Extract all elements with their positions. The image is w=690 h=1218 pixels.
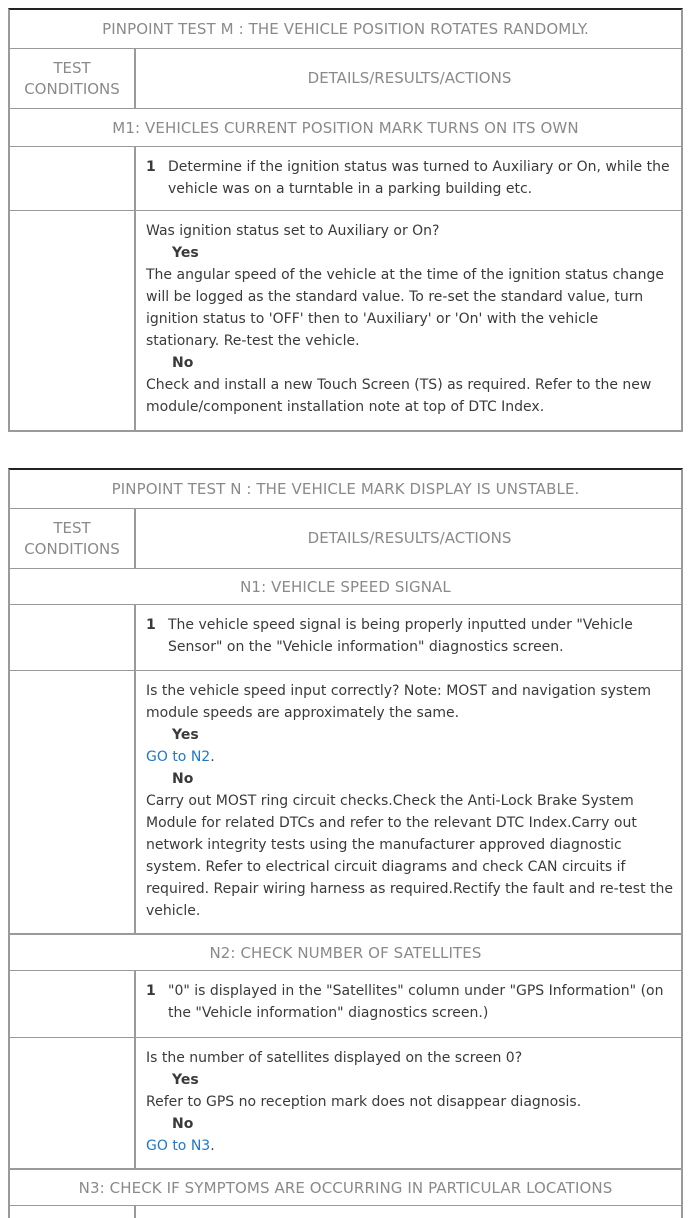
question-text: Was ignition status set to Auxiliary or On? — [146, 223, 440, 239]
step-text: Determine if the ignition status was turned to Auxiliary or On, while the vehicle was on a turntable in a parking building etc. — [168, 159, 670, 197]
test-conditions-cell — [10, 971, 136, 1037]
no-action-text: Carry out MOST ring circuit checks.Check the Anti-Lock Brake System Module for related DTCs and refer to the relevant DTC Index.Carry out network integrity tests using the manufacturer approved diagnostic system. Refer to electrical circuit diagrams and check CAN circuits if required. Repair wiring harness as required.Rectify the fault and re-test the vehicle. — [146, 793, 674, 919]
test-conditions-cell — [10, 147, 136, 210]
n2-step-row — [10, 971, 681, 1038]
n2-result-cell — [136, 1038, 681, 1168]
yes-label: Yes — [172, 1072, 199, 1088]
step-text: The vehicle speed signal is being properly inputted under "Vehicle Sensor" on the "Vehicle information" diagnostics screen. — [168, 617, 633, 655]
pinpoint-test-n-table — [8, 468, 683, 1218]
step-item — [146, 147, 673, 200]
link-suffix: . — [210, 749, 215, 765]
n1-result-cell — [136, 671, 681, 933]
no-label: No — [172, 771, 194, 787]
details-results-actions-header: DETAILS/RESULTS/ACTIONS — [307, 529, 512, 547]
n1-step-row — [10, 605, 681, 671]
n3-step-row — [10, 1206, 681, 1218]
m1-section-title: M1: VEHICLES CURRENT POSITION MARK TURNS ON ITS OWN — [10, 109, 681, 147]
n1-step-cell — [136, 605, 681, 670]
details-results-actions-header: DETAILS/RESULTS/ACTIONS — [307, 69, 512, 87]
n3-step-cell — [136, 1206, 681, 1218]
yes-action-text: The angular speed of the vehicle at the time of the ignition status change will be logged as the standard value. To re-set the standard value, turn ignition status to 'OFF' then to 'Auxiliary' or 'On' with the vehicle stationary. Re-test the vehicle. — [146, 267, 664, 349]
yes-label: Yes — [172, 245, 199, 261]
link-suffix: . — [210, 1138, 215, 1154]
test-m-header-row — [10, 49, 681, 109]
no-action — [146, 1135, 673, 1157]
no-action-text: Check and install a new Touch Screen (TS) as required. Refer to the new module/component installation note at top of DTC Index. — [146, 377, 652, 415]
pinpoint-test-m-table — [8, 8, 683, 432]
step-number: 1 — [146, 617, 156, 633]
test-conditions-header: TEST CONDITIONS — [10, 509, 136, 568]
test-n-header-row — [10, 509, 681, 569]
question-text: Is the vehicle speed input correctly? Note: MOST and navigation system module speeds are approximately the same. — [146, 683, 651, 721]
no-label: No — [172, 355, 194, 371]
n1-result-row — [10, 671, 681, 935]
m1-result-row — [10, 211, 681, 430]
test-conditions-cell — [10, 671, 136, 933]
go-to-n3-link[interactable]: GO to N3 — [146, 1138, 211, 1154]
test-n-title: PINPOINT TEST N : THE VEHICLE MARK DISPLAY IS UNSTABLE. — [10, 470, 681, 509]
question-text: Is the number of satellites displayed on the screen 0? — [146, 1050, 523, 1066]
m1-step-cell — [136, 147, 681, 210]
n2-step-cell — [136, 971, 681, 1037]
step-item — [146, 605, 673, 658]
step-item — [146, 971, 673, 1024]
test-conditions-cell — [10, 1038, 136, 1168]
test-m-title: PINPOINT TEST M : THE VEHICLE POSITION ROTATES RANDOMLY. — [10, 10, 681, 49]
n2-result-row — [10, 1038, 681, 1170]
go-to-n2-link[interactable]: GO to N2 — [146, 749, 211, 765]
step-number: 1 — [146, 159, 156, 175]
step-number: 1 — [146, 983, 156, 999]
test-conditions-cell — [10, 211, 136, 430]
yes-action-text: Refer to GPS no reception mark does not disappear diagnosis. — [146, 1094, 582, 1110]
m1-step-row — [10, 147, 681, 211]
test-conditions-cell — [10, 605, 136, 670]
m1-result-cell — [136, 211, 681, 430]
step-text: "0" is displayed in the "Satellites" column under "GPS Information" (on the "Vehicle information" diagnostics screen.) — [168, 983, 664, 1021]
n2-section-title: N2: CHECK NUMBER OF SATELLITES — [10, 935, 681, 971]
n1-section-title: N1: VEHICLE SPEED SIGNAL — [10, 569, 681, 605]
test-conditions-header: TEST CONDITIONS — [10, 49, 136, 108]
yes-label: Yes — [172, 727, 199, 743]
yes-action — [146, 746, 673, 768]
no-label: No — [172, 1116, 194, 1132]
test-conditions-cell — [10, 1206, 136, 1218]
n3-section-title: N3: CHECK IF SYMPTOMS ARE OCCURRING IN PARTICULAR LOCATIONS — [10, 1170, 681, 1206]
